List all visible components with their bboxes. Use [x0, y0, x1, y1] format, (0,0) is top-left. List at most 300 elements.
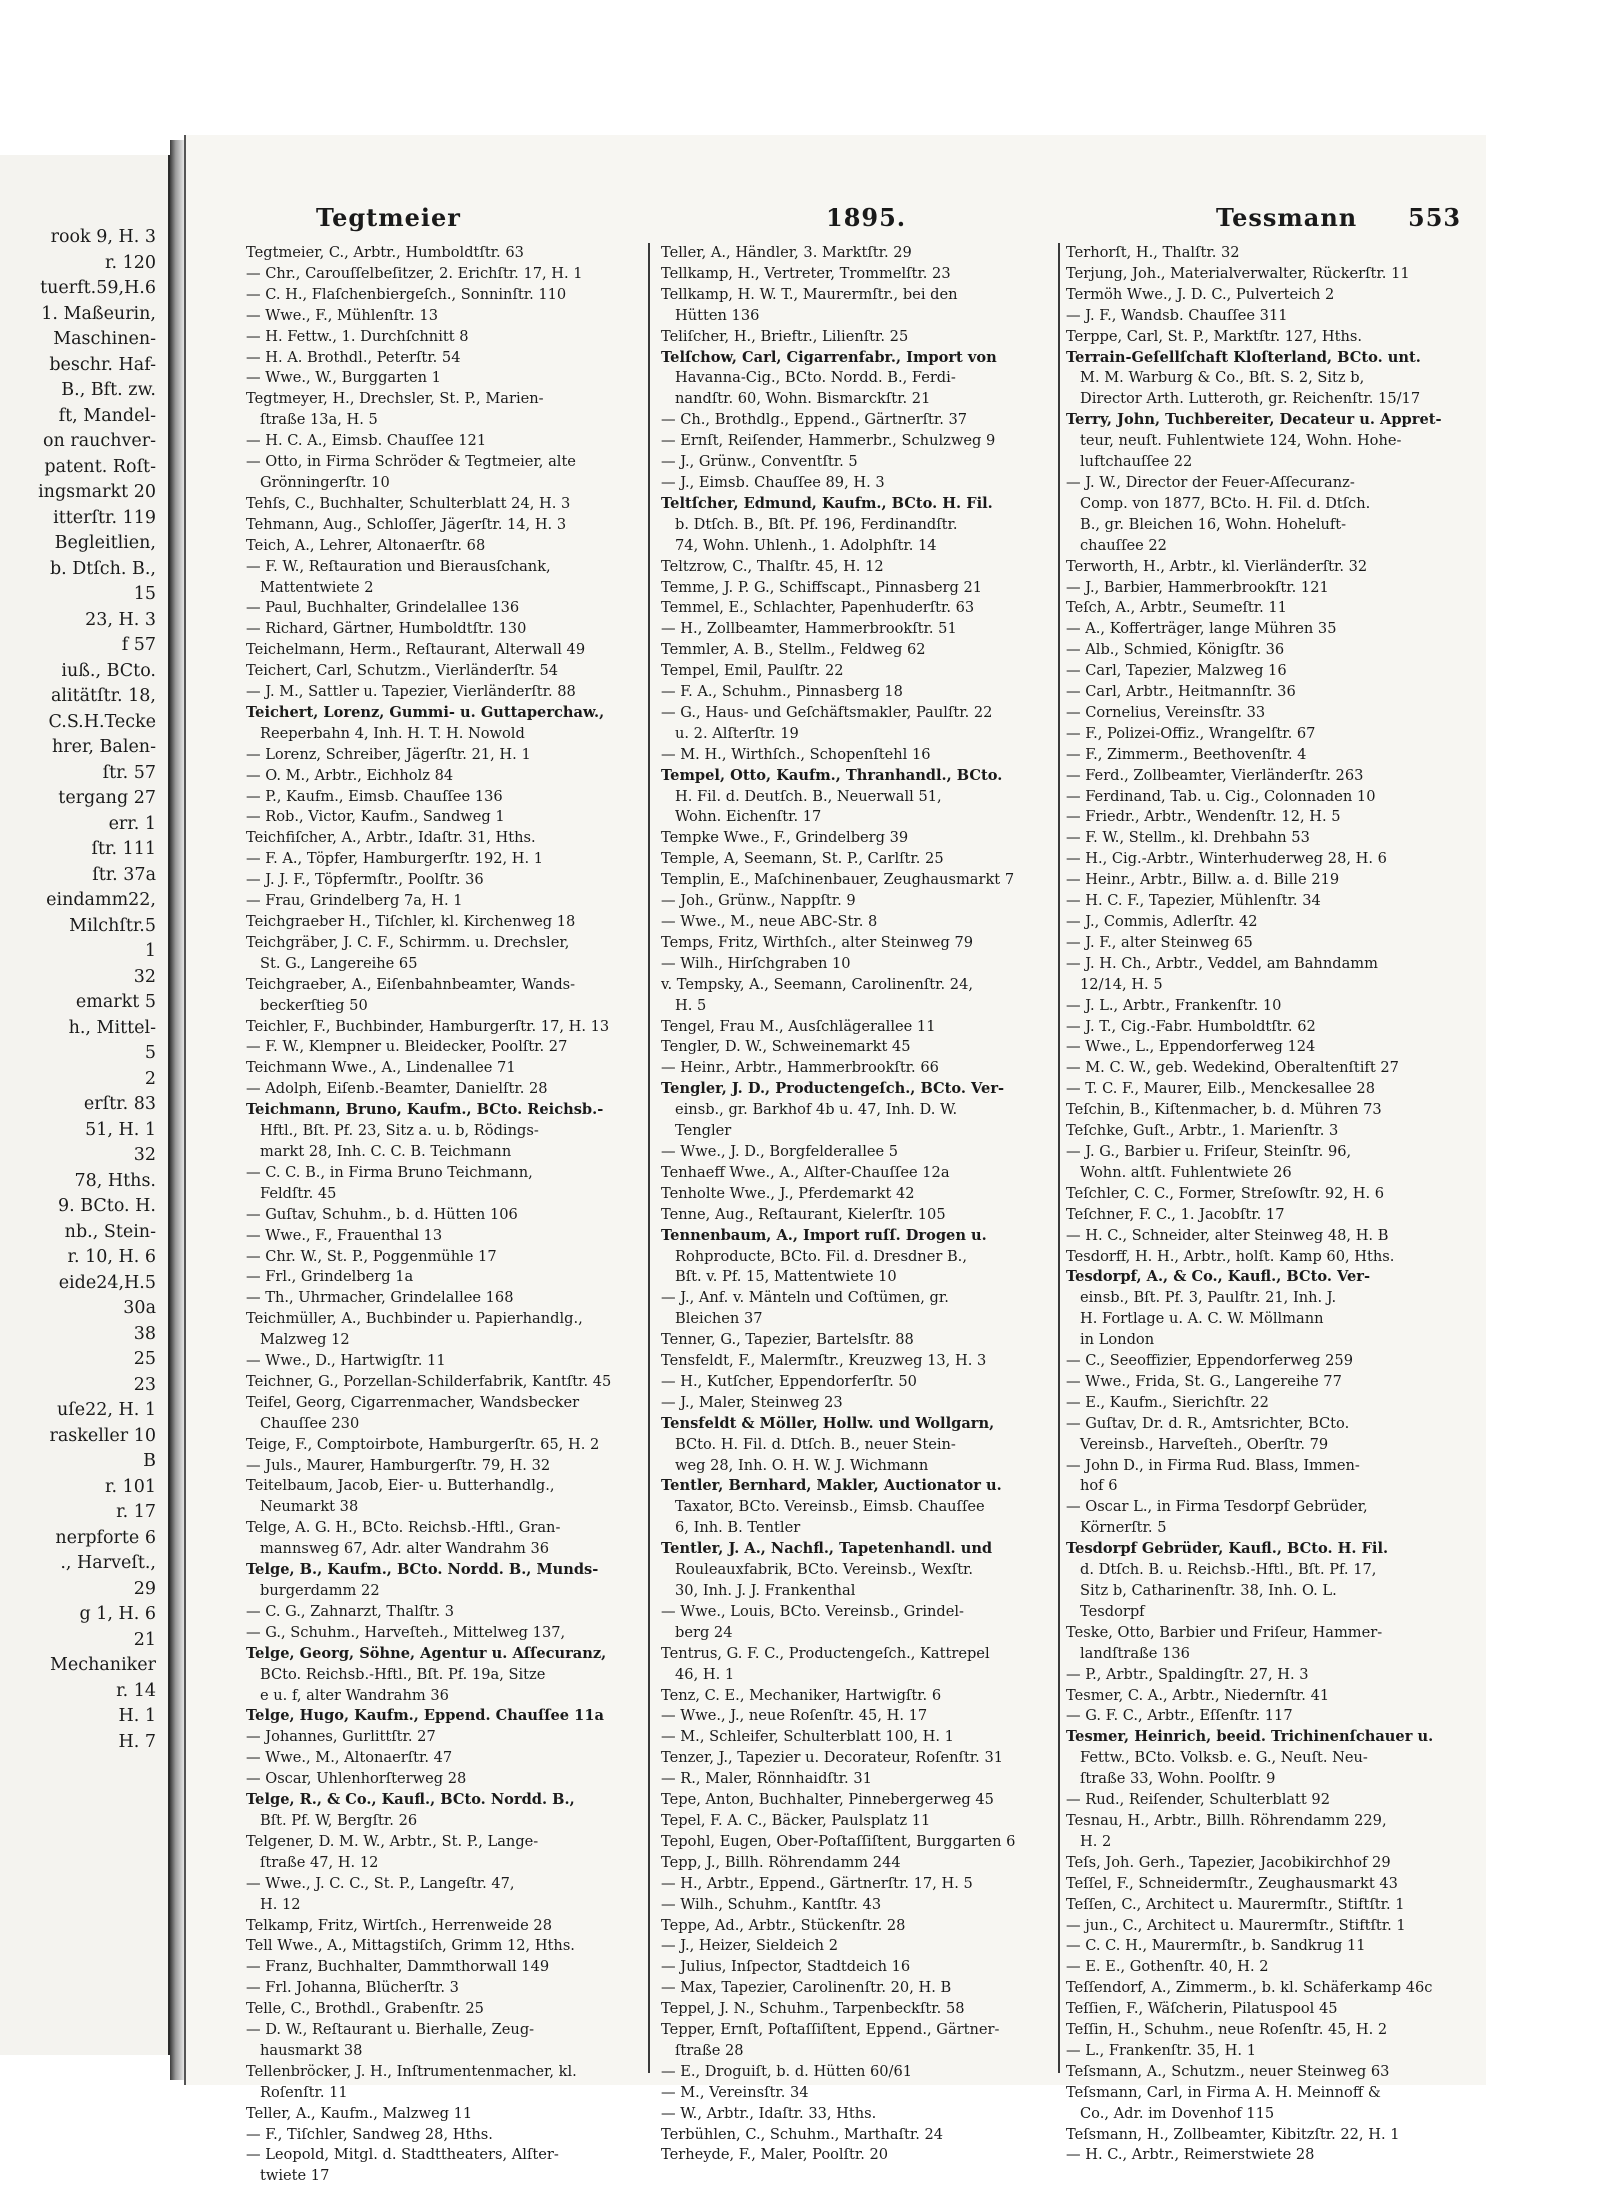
margin-fragment-line: raskeller 10 — [49, 1425, 156, 1446]
margin-fragment-line: erſtr. 83 — [83, 1094, 156, 1114]
directory-entry-line: Tenz, C. E., Mechaniker, Hartwigſtr. 6 — [661, 1686, 942, 1704]
directory-entry-line: Terhorſt, H., Thalſtr. 32 — [1066, 244, 1240, 261]
directory-entry-line: Tenholte Wwe., J., Pferdemarkt 42 — [661, 1184, 915, 1202]
directory-entry-line: — G., Schuhm., Harveſteh., Mittelweg 137, — [246, 1623, 566, 1641]
directory-entry-line: — John D., in Firma Rud. Blass, Immen- — [1066, 1456, 1360, 1474]
directory-entry-line: — G., Haus- und Geſchäftsmakler, Paulſtr. 22 — [661, 703, 993, 721]
directory-entry-line: — A., Kofferträger, lange Mühren 35 — [1066, 620, 1337, 638]
directory-entry-line: weg 28, Inh. O. H. W. J. Wichmann — [675, 1456, 929, 1474]
directory-entry-line: Tepper, Ernſt, Poſtaſſiſtent, Eppend., Gärtner- — [661, 2021, 1000, 2039]
directory-entry-line: Wohn. altſt. Fuhlentwiete 26 — [1080, 1163, 1292, 1181]
directory-entry-line: — Carl, Arbtr., Heitmannſtr. 36 — [1066, 683, 1296, 701]
directory-entry-line: Tellenbröcker, J. H., Inſtrumentenmacher, kl. — [246, 2062, 577, 2080]
directory-entry-line: Teſſen, C., Architect u. Maurermſtr., Stiftſtr. 1 — [1066, 1895, 1405, 1913]
directory-page — [184, 135, 1486, 2185]
directory-entry-line: Tepp, J., Billh. Röhrendamm 244 — [661, 1853, 901, 1871]
directory-entry-line: Tentler, Bernhard, Makler, Auctionator u. — [661, 1477, 1002, 1495]
margin-fragment-line: uſe22, H. 1 — [56, 1400, 156, 1420]
directory-entry-line: Fettw., BCto. Volksb. e. G., Neuſt. Neu- — [1080, 1749, 1368, 1767]
directory-entry-line: Tellkamp, H., Vertreter, Trommelſtr. 23 — [661, 264, 951, 282]
directory-entry-line: Hütten 136 — [675, 306, 760, 324]
directory-entry-line: Tenzer, J., Tapezier u. Decorateur, Roſenſtr. 31 — [661, 1749, 1004, 1767]
directory-entry-line: Teich, A., Lehrer, Altonaerſtr. 68 — [246, 536, 486, 554]
directory-entry-line: Teſſien, F., Wäſcherin, Pilatuspool 45 — [1066, 2000, 1338, 2018]
directory-entry-line: — Alb., Schmied, Königſtr. 36 — [1066, 641, 1285, 659]
margin-fragment-line: nerpforte 6 — [55, 1527, 156, 1548]
directory-entry-line: Tesdorpf — [1080, 1602, 1145, 1620]
directory-entry-line: Teichler, F., Buchbinder, Hamburgerſtr. 17, H. 13 — [246, 1017, 610, 1035]
margin-fragment-line: ſtr. 57 — [102, 762, 156, 783]
directory-entry-line: Tesdorpf, A., & Co., Kaufl., BCto. Ver- — [1066, 1268, 1371, 1286]
directory-entry-line: Teichmann Wwe., A., Lindenallee 71 — [246, 1059, 516, 1077]
directory-entry-line: 74, Wohn. Uhlenh., 1. Adolphſtr. 14 — [675, 536, 937, 554]
margin-fragment-line: tergang 27 — [58, 788, 156, 808]
directory-entry-line: Tepel, F. A. C., Bäcker, Paulsplatz 11 — [661, 1811, 931, 1829]
directory-entry-line: Tegtmeyer, H., Drechsler, St. P., Marien- — [246, 390, 544, 408]
directory-entry-line: — Wilh., Schuhm., Kantſtr. 43 — [661, 1895, 882, 1913]
directory-entry-line: — Th., Uhrmacher, Grindelallee 168 — [246, 1289, 514, 1307]
directory-entry-line: Tell Wwe., A., Mittagstiſch, Grimm 12, Hths. — [246, 1937, 575, 1955]
directory-column-1 — [246, 243, 641, 2187]
margin-fragment-line: 21 — [133, 1629, 156, 1650]
directory-entry-line: Tensfeldt & Möller, Hollw. und Wollgarn, — [661, 1414, 995, 1432]
directory-entry-line: — Cornelius, Vereinsſtr. 33 — [1066, 703, 1266, 721]
directory-entry-line: 46, H. 1 — [675, 1665, 735, 1683]
directory-entry-line: Telge, A. G. H., BCto. Reichsb.-Hftl., Gran- — [246, 1519, 561, 1537]
directory-entry-line: — Chr., Carouſſelbeſitzer, 2. Erichſtr. 17, H. 1 — [246, 264, 583, 282]
margin-fragment-line: alitätſtr. 18, — [50, 686, 156, 706]
directory-entry-line: — H., Zollbeamter, Hammerbrookſtr. 51 — [661, 620, 957, 638]
directory-entry-line: Teſchke, Guſt., Arbtr., 1. Marienſtr. 3 — [1066, 1122, 1339, 1140]
directory-entry-line: Tengel, Frau M., Ausſchlägerallee 11 — [661, 1017, 936, 1035]
directory-entry-line: — J., Eimsb. Chauſſee 89, H. 3 — [661, 473, 885, 491]
directory-entry-line: — J. G., Barbier u. Friſeur, Steinſtr. 96, — [1066, 1142, 1352, 1160]
directory-entry-line: — F. A., Schuhm., Pinnasberg 18 — [661, 683, 903, 701]
directory-entry-line: — J., Maler, Steinweg 23 — [661, 1393, 843, 1411]
directory-entry-line: Teltzrow, C., Thalſtr. 45, H. 12 — [661, 557, 884, 575]
directory-entry-line: — Wilh., Hirſchgraben 10 — [661, 954, 851, 972]
directory-entry-line: Terrain-Geſellſchaft Kloſterland, BCto. unt. — [1066, 348, 1421, 366]
running-head — [186, 195, 1486, 235]
directory-column-3 — [1066, 243, 1466, 2166]
directory-entry-line: hof 6 — [1080, 1477, 1118, 1495]
directory-entry-line: Telge, Hugo, Kaufm., Eppend. Chauſſee 11a — [246, 1707, 604, 1725]
margin-fragment-line: B — [143, 1451, 156, 1471]
directory-entry-line: Tempel, Otto, Kaufm., Thranhandl., BCto. — [661, 766, 1003, 784]
directory-entry-line: — Richard, Gärtner, Humboldtſtr. 130 — [246, 620, 527, 638]
directory-entry-line: — Ferdinand, Tab. u. Cig., Colonnaden 10 — [1066, 787, 1376, 805]
directory-entry-line: Teller, A., Kaufm., Malzweg 11 — [246, 2104, 473, 2122]
margin-fragment-line: nb., Stein- — [64, 1221, 156, 1242]
margin-fragment-line: 51, H. 1 — [85, 1119, 156, 1140]
directory-entry-line: — M. C. W., geb. Wedekind, Oberaltenſtift 27 — [1066, 1059, 1399, 1077]
directory-entry-line: — O. M., Arbtr., Eichholz 84 — [246, 766, 454, 784]
directory-entry-line: — H. C., Arbtr., Reimerstwiete 28 — [1066, 2146, 1315, 2164]
directory-entry-line: — Oscar L., in Firma Tesdorpf Gebrüder, — [1066, 1498, 1368, 1516]
directory-entry-line: Temple, A, Seemann, St. P., Carlſtr. 25 — [661, 850, 944, 868]
directory-entry-line: — F. W., Stellm., kl. Drehbahn 53 — [1066, 829, 1310, 847]
directory-entry-line: Vereinsb., Harveſteh., Oberſtr. 79 — [1080, 1435, 1329, 1453]
directory-entry-line: Tennenbaum, A., Import ruſſ. Drogen u. — [661, 1226, 987, 1244]
directory-entry-line: Terjung, Joh., Materialverwalter, Rückerſtr. 11 — [1066, 264, 1410, 282]
margin-fragment-line: 15 — [133, 584, 156, 604]
margin-fragment-line: C.S.H.Tecke — [48, 711, 156, 732]
directory-entry-line: — Lorenz, Schreiber, Jägerſtr. 21, H. 1 — [246, 745, 531, 763]
directory-entry-line: Terry, John, Tuchbereiter, Decateur u. Appret- — [1066, 411, 1442, 429]
margin-fragment-line: 1 — [144, 941, 156, 961]
directory-entry-line: Termöh Wwe., J. D. C., Pulverteich 2 — [1066, 285, 1335, 303]
margin-fragment-line: Begleitlien, — [54, 533, 156, 553]
directory-entry-line: Teitelbaum, Jacob, Eier- u. Butterhandlg., — [246, 1477, 555, 1495]
margin-fragment-line: Maschinen- — [53, 329, 156, 349]
directory-entry-line: Tempke Wwe., F., Grindelberg 39 — [661, 829, 909, 847]
directory-entry-line: ſtraße 28 — [675, 2041, 744, 2059]
column-divider — [648, 243, 650, 2073]
directory-entry-line: — C. H., Flaſchenbiergeſch., Sonninſtr. 110 — [246, 285, 567, 303]
margin-fragment-line: Milchſtr.5 — [69, 915, 156, 936]
directory-entry-line: B., gr. Bleichen 16, Wohn. Hoheluft- — [1080, 515, 1347, 533]
directory-entry-line: — Heinr., Arbtr., Hammerbrookſtr. 66 — [661, 1059, 939, 1077]
directory-entry-line: — Frau, Grindelberg 7a, H. 1 — [246, 892, 463, 910]
directory-entry-line: — Wwe., F., Frauenthal 13 — [246, 1226, 443, 1244]
directory-entry-line: Tenhaeff Wwe., A., Alſter-Chauſſee 12a — [661, 1163, 950, 1181]
directory-entry-line: — F. W., Klempner u. Bleidecker, Poolſtr. 27 — [246, 1038, 568, 1056]
directory-entry-line: — M., Vereinsſtr. 34 — [661, 2083, 809, 2101]
margin-fragment-line: 25 — [133, 1349, 156, 1369]
directory-entry-line: Tepohl, Eugen, Ober-Poſtaſſiſtent, Burggarten 6 — [661, 1832, 1016, 1850]
directory-entry-line: — F. A., Töpfer, Hamburgerſtr. 192, H. 1 — [246, 850, 544, 868]
directory-entry-line: Telge, B., Kaufm., BCto. Nordd. B., Munds- — [246, 1561, 599, 1579]
margin-fragment-line: g 1, H. 6 — [79, 1604, 156, 1624]
directory-entry-line: luftchauſſee 22 — [1080, 453, 1193, 471]
book-gutter — [170, 140, 184, 2080]
directory-entry-line: — T. C. F., Maurer, Eilb., Menckesallee 28 — [1066, 1080, 1375, 1098]
directory-entry-line: b. Dtſch. B., Bſt. Pf. 196, Ferdinandſtr. — [675, 515, 958, 533]
directory-entry-line: Teliſcher, H., Brieftr., Lilienſtr. 25 — [661, 327, 909, 345]
margin-fragment-line: 23 — [133, 1374, 156, 1395]
directory-entry-line: — J., Grünw., Conventſtr. 5 — [661, 453, 858, 471]
directory-entry-line: Teichmüller, A., Buchbinder u. Papierhandlg., — [246, 1310, 583, 1328]
directory-entry-line: Teſſel, F., Schneidermſtr., Zeughausmarkt 43 — [1066, 1874, 1398, 1892]
directory-entry-line: Bleichen 37 — [675, 1310, 763, 1328]
directory-entry-line: Bſt. v. Pf. 15, Mattentwiete 10 — [675, 1268, 897, 1286]
directory-entry-line: — Carl, Tapezier, Malzweg 16 — [1066, 662, 1287, 680]
directory-entry-line: Teige, F., Comptoirbote, Hamburgerſtr. 65, H. 2 — [246, 1435, 600, 1453]
directory-entry-line: Teichner, G., Porzellan-Schilderfabrik, Kantſtr. 45 — [246, 1372, 612, 1390]
directory-entry-line: — Oscar, Uhlenhorſterweg 28 — [246, 1770, 467, 1788]
directory-entry-line: Comp. von 1877, BCto. H. Fil. d. Dtſch. — [1080, 494, 1371, 512]
directory-entry-line: — H. C. A., Eimsb. Chauſſee 121 — [246, 432, 487, 450]
directory-entry-line: BCto. Reichsb.-Hftl., Bſt. Pf. 19a, Sitze — [260, 1665, 546, 1683]
directory-entry-line: Teſch, A., Arbtr., Seumeſtr. 11 — [1066, 599, 1287, 617]
directory-entry-line: — Wwe., M., neue ABC-Str. 8 — [661, 913, 878, 930]
directory-entry-line: — J. M., Sattler u. Tapezier, Vierländerſtr. 88 — [246, 683, 576, 701]
margin-fragment-line: ſtr. 111 — [91, 839, 156, 859]
directory-entry-line: — J. T., Cig.-Fabr. Humboldtſtr. 62 — [1066, 1017, 1316, 1035]
page-number: 553 — [1408, 203, 1462, 232]
directory-entry-line: Telge, R., & Co., Kaufl., BCto. Nordd. B., — [246, 1791, 575, 1809]
directory-entry-line: — F. W., Reſtauration und Bierausſchank, — [246, 557, 551, 575]
directory-entry-line: Teichert, Carl, Schutzm., Vierländerſtr. 54 — [246, 662, 559, 680]
directory-entry-line: H. 12 — [260, 1895, 301, 1913]
directory-entry-line: — F., Zimmerm., Beethovenſtr. 4 — [1066, 745, 1307, 763]
directory-entry-line: — Wwe., Frida, St. G., Langereihe 77 — [1066, 1372, 1342, 1390]
directory-entry-line: Teichelmann, Herm., Reſtaurant, Alterwall 49 — [246, 641, 586, 659]
directory-entry-line: e u. f, alter Wandrahm 36 — [260, 1686, 449, 1704]
margin-fragment-line: r. 120 — [105, 252, 156, 273]
directory-entry-line: Tepe, Anton, Buchhalter, Pinnebergerweg 45 — [661, 1791, 994, 1809]
directory-entry-line: — Joh., Grünw., Nappſtr. 9 — [661, 892, 856, 910]
directory-entry-line: — J. F., Wandsb. Chauſſee 311 — [1066, 306, 1288, 324]
directory-entry-line: — Wwe., F., Mühlenſtr. 13 — [246, 306, 438, 324]
directory-entry-line: — D. W., Reſtaurant u. Bierhalle, Zeug- — [246, 2021, 535, 2039]
directory-entry-line: Teichgraeber H., Tiſchler, kl. Kirchenweg 18 — [246, 913, 576, 930]
directory-entry-line: Teſchler, C. C., Former, Streſowſtr. 92, H. 6 — [1066, 1184, 1385, 1202]
directory-entry-line: Teppel, J. N., Schuhm., Tarpenbeckſtr. 58 — [661, 2000, 965, 2018]
directory-entry-line: — Otto, in Firma Schröder & Tegtmeier, alte — [246, 453, 576, 471]
directory-entry-line: Temmler, A. B., Stellm., Feldweg 62 — [661, 641, 926, 659]
margin-fragment-line: beschr. Haf- — [49, 354, 156, 375]
directory-entry-line: Templin, E., Maſchinenbauer, Zeughausmarkt 7 — [661, 871, 1015, 889]
directory-entry-line: — Guſtav, Dr. d. R., Amtsrichter, BCto. — [1066, 1414, 1350, 1432]
margin-fragment-line: H. 7 — [118, 1731, 156, 1752]
directory-entry-line: Tenne, Aug., Reſtaurant, Kielerſtr. 105 — [661, 1205, 946, 1223]
directory-entry-line: — Heinr., Arbtr., Billw. a. d. Bille 219 — [1066, 871, 1340, 889]
margin-fragment-line: itterſtr. 119 — [53, 507, 156, 528]
margin-fragment-line: H. 1 — [118, 1706, 156, 1726]
directory-entry-line: berg 24 — [675, 1623, 733, 1641]
directory-entry-line: Tengler, J. D., Productengeſch., BCto. Ver- — [661, 1080, 1005, 1098]
directory-entry-line: Chauſſee 230 — [260, 1414, 360, 1432]
directory-entry-line: Havanna-Cig., BCto. Nordd. B., Ferdi- — [675, 369, 956, 387]
directory-entry-line: — H. C., Schneider, alter Steinweg 48, H. B — [1066, 1226, 1389, 1244]
directory-entry-line: Teſsmann, Carl, in Firma A. H. Meinnoff & — [1066, 2083, 1381, 2101]
directory-entry-line: — F., Tiſchler, Sandweg 28, Hths. — [246, 2125, 493, 2143]
directory-entry-line: Terworth, H., Arbtr., kl. Vierländerſtr. 32 — [1066, 557, 1368, 575]
directory-entry-line: Taxator, BCto. Vereinsb., Eimsb. Chauſſee — [675, 1498, 985, 1516]
margin-fragment-line: h., Mittel- — [68, 1017, 156, 1038]
directory-entry-line: Teſs, Joh. Gerh., Tapezier, Jacobikirchhof 29 — [1066, 1853, 1391, 1871]
margin-fragment-line: 2 — [144, 1068, 156, 1089]
directory-entry-line: Temme, J. P. G., Schiffscapt., Pinnasberg 21 — [661, 578, 983, 596]
margin-fragment-line: f 57 — [121, 635, 156, 655]
directory-entry-line: Tehſs, C., Buchhalter, Schulterblatt 24, H. 3 — [246, 494, 571, 512]
directory-entry-line: markt 28, Inh. C. C. B. Teichmann — [260, 1142, 512, 1160]
directory-entry-line: — C. G., Zahnarzt, Thalſtr. 3 — [246, 1602, 455, 1620]
directory-entry-line: Tengler, D. W., Schweinemarkt 45 — [661, 1038, 911, 1056]
directory-column-2 — [661, 243, 1056, 2166]
directory-entry-line: Feldſtr. 45 — [260, 1184, 337, 1202]
margin-fragment-line: ſtr. 37a — [92, 864, 156, 885]
margin-fragment-line: 29 — [133, 1578, 156, 1599]
margin-fragment-line: 32 — [133, 966, 156, 987]
directory-entry-line: Tesdorff, H. H., Arbtr., holſt. Kamp 60, Hths. — [1066, 1247, 1395, 1265]
directory-entry-line: — E., Kaufm., Sierichſtr. 22 — [1066, 1393, 1269, 1411]
directory-entry-line: M. M. Warburg & Co., Bſt. S. 2, Sitz b, — [1080, 369, 1365, 387]
directory-entry-line: H. Fortlage u. A. C. W. Möllmann — [1080, 1310, 1324, 1328]
margin-fragment-line: ., Harveſt., — [60, 1553, 156, 1573]
directory-entry-line: einsb., Bſt. Pf. 3, Paulſtr. 21, Inh. J. — [1080, 1289, 1337, 1307]
directory-entry-line: Bſt. Pf. W, Bergſtr. 26 — [260, 1811, 418, 1829]
directory-entry-line: — jun., C., Architect u. Maurermſtr., Stiftſtr. 1 — [1066, 1916, 1406, 1934]
directory-entry-line: — Frl. Johanna, Blücherſtr. 3 — [246, 1979, 459, 1997]
margin-fragment-line: hrer, Balen- — [52, 737, 156, 757]
directory-entry-line: in London — [1080, 1331, 1155, 1349]
directory-entry-line: — Rob., Victor, Kaufm., Sandweg 1 — [246, 808, 505, 826]
directory-entry-line: Roſenſtr. 11 — [260, 2083, 348, 2101]
margin-fragment-line: emarkt 5 — [75, 992, 156, 1012]
margin-fragment-line: b. Dtſch. B., — [49, 558, 156, 579]
directory-entry-line: BCto. H. Fil. d. Dtſch. B., neuer Stein- — [675, 1435, 956, 1453]
margin-fragment-line: 5 — [144, 1043, 156, 1063]
directory-entry-line: — Ernſt, Reiſender, Hammerbr., Schulzweg 9 — [661, 432, 996, 450]
directory-entry-line: Tehmann, Aug., Schloſſer, Jägerſtr. 14, H. 3 — [246, 515, 567, 533]
directory-entry-line: Teller, A., Händler, 3. Marktſtr. 29 — [661, 244, 912, 261]
directory-entry-line: Terbühlen, C., Schuhm., Marthaſtr. 24 — [661, 2125, 944, 2143]
directory-entry-line: Telkamp, Fritz, Wirtſch., Herrenweide 28 — [246, 1916, 552, 1934]
directory-entry-line: — Frl., Grindelberg 1a — [246, 1268, 414, 1286]
margin-fragment-line: iuß., BCto. — [61, 660, 156, 681]
directory-entry-line: Telgener, D. M. W., Arbtr., St. P., Lange- — [246, 1832, 539, 1850]
directory-entry-line: H. Fil. d. Deutſch. B., Neuerwall 51, — [675, 787, 942, 805]
directory-entry-line: — J. J. F., Töpfermſtr., Poolſtr. 36 — [246, 871, 484, 889]
directory-entry-line: v. Tempsky, A., Seemann, Carolinenſtr. 24, — [661, 975, 973, 993]
directory-entry-line: Reeperbahn 4, Inh. H. T. H. Nowold — [260, 724, 525, 742]
directory-entry-line: — W., Arbtr., Idaſtr. 33, Hths. — [661, 2104, 877, 2122]
directory-entry-line: — J., Barbier, Hammerbrookſtr. 121 — [1066, 578, 1329, 596]
directory-entry-line: — Adolph, Eiſenb.-Beamter, Danielſtr. 28 — [246, 1080, 548, 1098]
directory-entry-line: — H. C. F., Tapezier, Mühlenſtr. 34 — [1066, 892, 1321, 910]
running-head-first-entry: Tegtmeier — [316, 203, 461, 232]
directory-entry-line: — H., Cig.-Arbtr., Winterhuderweg 28, H. 6 — [1066, 850, 1387, 868]
directory-entry-line: — H. Fettw., 1. Durchſchnitt 8 — [246, 327, 469, 345]
directory-entry-line: — Chr. W., St. P., Poggenmühle 17 — [246, 1247, 497, 1265]
directory-entry-line: einsb., gr. Barkhof 4b u. 47, Inh. D. W. — [675, 1101, 958, 1119]
directory-entry-line: — J. F., alter Steinweg 65 — [1066, 933, 1253, 951]
directory-entry-line: Teſsmann, A., Schutzm., neuer Steinweg 63 — [1066, 2062, 1390, 2080]
directory-entry-line: — Wwe., L., Eppendorferweg 124 — [1066, 1038, 1316, 1056]
directory-entry-line: — F., Polizei-Offiz., Wrangelſtr. 67 — [1066, 724, 1316, 742]
directory-entry-line: hausmarkt 38 — [260, 2041, 363, 2059]
directory-entry-line: H. 2 — [1080, 1832, 1112, 1850]
directory-entry-line: — J., Commis, Adlerſtr. 42 — [1066, 913, 1258, 930]
directory-entry-line: Temmel, E., Schlachter, Papenhuderſtr. 63 — [661, 599, 975, 617]
directory-entry-line: burgerdamm 22 — [260, 1582, 380, 1599]
directory-entry-line: — Leopold, Mitgl. d. Stadttheaters, Alſter- — [246, 2146, 559, 2164]
directory-entry-line: — H., Arbtr., Eppend., Gärtnerſtr. 17, H. 5 — [661, 1874, 973, 1892]
margin-fragment-line: B., Bft. zw. — [61, 380, 156, 400]
directory-entry-line: — Max, Tapezier, Carolinenſtr. 20, H. B — [661, 1979, 952, 1997]
directory-entry-line: Teſchner, F. C., 1. Jacobſtr. 17 — [1066, 1205, 1285, 1223]
directory-entry-line: Teſchin, B., Kiſtenmacher, b. d. Mühren 73 — [1066, 1101, 1382, 1119]
margin-fragment-line: r. 101 — [105, 1476, 156, 1497]
margin-fragment-line: r. 10, H. 6 — [67, 1247, 156, 1267]
directory-entry-line: 6, Inh. B. Tentler — [675, 1519, 801, 1537]
directory-entry-line: ſtraße 13a, H. 5 — [260, 411, 378, 429]
directory-entry-line: — P., Arbtr., Spaldingſtr. 27, H. 3 — [1066, 1665, 1309, 1683]
column-divider — [1058, 243, 1060, 2073]
directory-entry-line: Tentrus, G. F. C., Productengeſch., Kattrepel — [661, 1644, 990, 1662]
directory-entry-line: — Wwe., J., neue Roſenſtr. 45, H. 17 — [661, 1707, 928, 1725]
directory-entry-line: — P., Kaufm., Eimsb. Chauſſee 136 — [246, 787, 503, 805]
directory-entry-line: ſtraße 33, Wohn. Poolſtr. 9 — [1080, 1770, 1276, 1788]
left-page-fragment — [0, 155, 170, 2055]
directory-entry-line: — M., Schleifer, Schulterblatt 100, H. 1 — [661, 1728, 954, 1746]
directory-entry-line: landſtraße 136 — [1080, 1644, 1190, 1662]
margin-fragment-line: 30a — [123, 1298, 156, 1318]
margin-fragment-line: Mechaniker — [50, 1655, 156, 1675]
directory-entry-line: Tensfeldt, F., Malermſtr., Kreuzweg 13, H. 3 — [661, 1352, 987, 1370]
directory-entry-line: — J. W., Director der Feuer-Aſſecuranz- — [1066, 473, 1355, 491]
margin-fragment-line: err. 1 — [108, 813, 156, 834]
directory-entry-line: Telſchow, Carl, Cigarrenfabr., Import von — [661, 348, 997, 366]
running-head-last-entry: Tessmann — [1216, 203, 1358, 232]
directory-entry-line: Tenner, G., Tapezier, Bartelsſtr. 88 — [661, 1331, 914, 1349]
directory-entry-line: Tengler — [675, 1122, 732, 1140]
directory-entry-line: Grönningerſtr. 10 — [260, 473, 390, 491]
directory-entry-line: — C., Seeoffizier, Eppendorferweg 259 — [1066, 1352, 1353, 1370]
directory-entry-line: — Rud., Reiſender, Schulterblatt 92 — [1066, 1791, 1330, 1809]
directory-entry-line: — Wwe., M., Altonaerſtr. 47 — [246, 1749, 453, 1767]
directory-entry-line: Teifel, Georg, Cigarrenmacher, Wandsbecker — [246, 1393, 580, 1411]
directory-entry-line: Hftl., Bſt. Pf. 23, Sitz a. u. b, Rödings- — [260, 1122, 539, 1140]
directory-entry-line: Malzweg 12 — [260, 1331, 350, 1349]
margin-fragment-line: eide24,H.5 — [58, 1272, 156, 1293]
margin-fragment-line: 23, H. 3 — [85, 609, 156, 630]
margin-fragment-line: 1. Maßeurin, — [41, 303, 156, 324]
directory-entry-line: mannsweg 67, Adr. alter Wandrahm 36 — [260, 1540, 550, 1558]
directory-entry-line: 12/14, H. 5 — [1080, 975, 1163, 993]
directory-entry-line: Teſſin, H., Schuhm., neue Roſenſtr. 45, H. 2 — [1066, 2021, 1388, 2039]
directory-entry-line: — E. E., Gothenſtr. 40, H. 2 — [1066, 1958, 1269, 1976]
directory-entry-line: — C. C. B., in Firma Bruno Teichmann, — [246, 1163, 533, 1181]
directory-entry-line: Temps, Fritz, Wirthſch., alter Steinweg 79 — [661, 933, 974, 951]
directory-entry-line: 30, Inh. J. J. Frankenthal — [675, 1582, 856, 1599]
directory-entry-line: beckerſtieg 50 — [260, 996, 368, 1014]
directory-entry-line: Teske, Otto, Barbier und Friſeur, Hammer- — [1066, 1623, 1383, 1641]
directory-entry-line: — J., Heizer, Sieldeich 2 — [661, 1937, 838, 1955]
margin-fragment-line: tuerft.59,H.6 — [40, 278, 156, 298]
directory-entry-line: H. 5 — [675, 996, 707, 1014]
directory-entry-line: — Ch., Brothdlg., Eppend., Gärtnerſtr. 37 — [661, 411, 968, 429]
margin-fragment-line: 9. BCto. H. — [57, 1196, 156, 1216]
directory-entry-line: Teltſcher, Edmund, Kaufm., BCto. H. Fil. — [661, 494, 993, 512]
directory-entry-line: Wohn. Eichenſtr. 17 — [675, 808, 822, 826]
directory-entry-line: — Guſtav, Schuhm., b. d. Hütten 106 — [246, 1205, 518, 1223]
directory-entry-line: Teſsmann, H., Zollbeamter, Kibitzſtr. 22, H. 1 — [1066, 2125, 1400, 2143]
directory-entry-line: nandſtr. 60, Wohn. Bismarckſtr. 21 — [675, 390, 931, 408]
directory-entry-line: — Wwe., W., Burggarten 1 — [246, 369, 441, 387]
directory-entry-line: — H., Kutſcher, Eppendorferſtr. 50 — [661, 1372, 917, 1390]
directory-entry-line: Neumarkt 38 — [260, 1498, 359, 1516]
directory-entry-line: Körnerſtr. 5 — [1080, 1519, 1167, 1537]
directory-entry-line: — Juls., Maurer, Hamburgerſtr. 79, H. 32 — [246, 1456, 551, 1474]
directory-entry-line: Teichert, Lorenz, Gummi- u. Guttaperchaw., — [246, 703, 605, 721]
directory-entry-line: u. 2. Alſterſtr. 19 — [675, 724, 799, 742]
margin-fragment-line: r. 14 — [116, 1680, 156, 1701]
directory-entry-line: twiete 17 — [260, 2167, 330, 2185]
directory-entry-line: Teichgräber, J. C. F., Schirmm. u. Drechsler, — [246, 933, 570, 951]
directory-entry-line: — Wwe., J. D., Borgfelderallee 5 — [661, 1142, 899, 1160]
margin-fragment-line: r. 17 — [116, 1502, 156, 1522]
directory-entry-line: — G. F. C., Arbtr., Eſſenſtr. 117 — [1066, 1707, 1293, 1725]
margin-fragment-line: on rauchver- — [42, 431, 156, 451]
directory-entry-line: Tesdorpf Gebrüder, Kaufl., BCto. H. Fil. — [1066, 1540, 1389, 1558]
directory-entry-line: Rouleauxfabrik, BCto. Vereinsb., Wexſtr. — [675, 1561, 974, 1579]
directory-entry-line: Tentler, J. A., Nachfl., Tapetenhandl. und — [661, 1540, 993, 1558]
margin-fragment-line: rook 9, H. 3 — [50, 227, 156, 247]
margin-fragment-line: 38 — [133, 1323, 156, 1344]
